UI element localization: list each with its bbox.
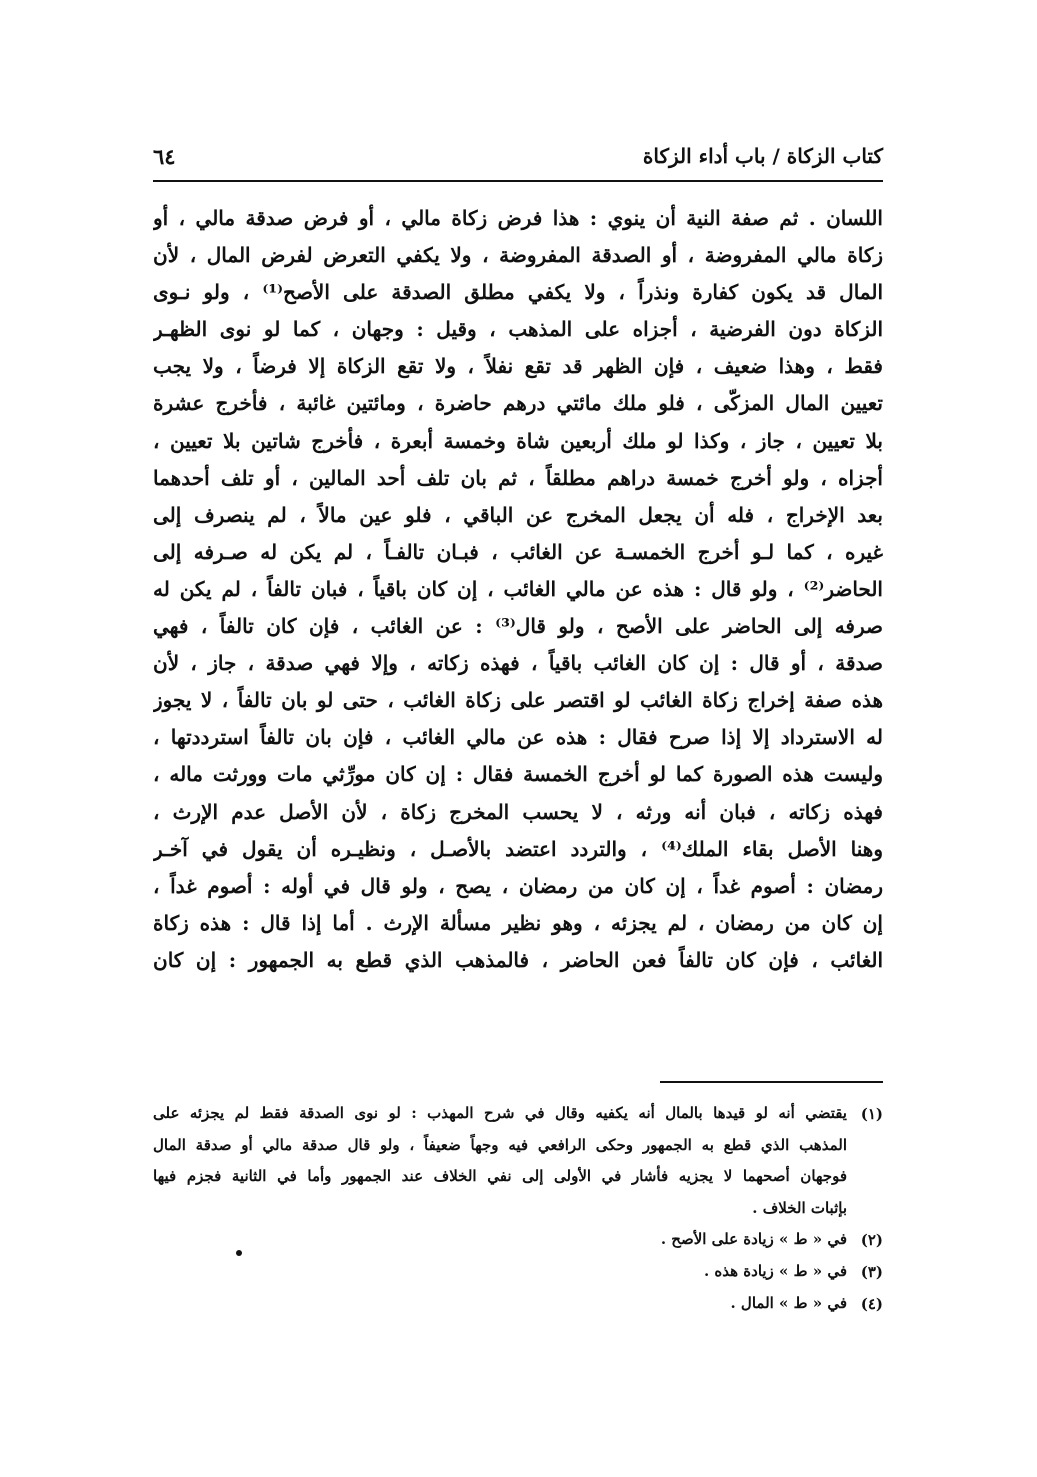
- footnote-body: [153, 1224, 847, 1256]
- text-line: زكاة مالي المفروضة ، أو الصدقة المفروضة ، ولا يكفي التعرض لفرض المال ، لأن: [153, 243, 883, 268]
- footnotes: [153, 1098, 883, 1320]
- main-text: [153, 200, 883, 979]
- footnote-number: (٢): [860, 1231, 883, 1249]
- text-line: الحاضر⁽²⁾ ، ولو قال : هذه عن مالي الغائب ، إن كان باقياً ، فبان تالفاً ، لم يكن له: [153, 576, 883, 601]
- footnote: [153, 1098, 883, 1224]
- text-line: رمضان : أصوم غداً ، إن كان من رمضان ، يصح ، ولو قال في أوله : أصوم غداً ،: [153, 873, 883, 898]
- text-line: أجزاه ، ولو أخرج خمسة دراهم مطلقاً ، ثم بان تلف أحد المالين ، أو تلف أحدهما: [153, 465, 883, 490]
- footnote-number: (٤): [860, 1295, 883, 1313]
- footnote-line: يقتضي أنه لو قيدها بالمال أنه يكفيه وقال في شرح المهذب : لو نوى الصدقة فقط لم يجزئه على: [153, 1104, 847, 1122]
- text-line: غيره ، كما لـو أخرج الخمسـة عن الغائب ، فبـان تالفـاً ، لم يكن له صـرفه إلى: [153, 539, 883, 564]
- text-line: فهذه زكاته ، فبان أنه ورثه ، لا يحسب المخرج زكاة ، لأن الأصل عدم الإرث ،: [153, 799, 883, 824]
- footnote: [153, 1224, 883, 1256]
- footnote-line: فوجهان أصحهما لا يجزيه فأشار في الأولى إلى نفي الخلاف عند الجمهور وأما في الثانية فجزم فيها: [153, 1167, 847, 1185]
- text-line: اللسان . ثم صفة النية أن ينوي : هذا فرض زكاة مالي ، أو فرض صدقة مالي ، أو: [153, 206, 883, 230]
- footnote: [153, 1288, 883, 1320]
- text-line: له الاسترداد إلا إذا صرح فقال : هذه عن مالي الغائب ، فإن بان تالفاً استرددتها ،: [153, 725, 883, 750]
- footnote-line: بإثبات الخلاف .: [752, 1198, 847, 1217]
- text-line: فقط ، وهذا ضعيف ، فإن الظهر قد تقع نفلاً ، ولا تقع الزكاة إلا فرضاً ، ولا يجب: [153, 354, 883, 379]
- footnote-line: في « ط » زيادة هذه .: [703, 1262, 847, 1280]
- text-line: هذه صفة إخراج زكاة الغائب لو اقتصر على زكاة الغائب ، حتى لو بان تالفاً ، لا يجوز: [153, 688, 883, 713]
- page-number: ٦٤: [153, 144, 176, 169]
- text-line: بلا تعيين ، جاز ، وكذا لو ملك أربعين شاة وخمسة أبعرة ، فأخرج شاتين بلا تعيين ،: [153, 428, 883, 453]
- text-line: الزكاة دون الفرضية ، أجزاه على المذهب ، وقيل : وجهان ، كما لو نوى الظهـر: [153, 317, 883, 342]
- footnote-line: المذهب الذي قطع به الجمهور وحكى الرافعي فيه وجهاً ضعيفاً ، ولو قال صدقة مالي أو صدقة المال: [153, 1135, 847, 1154]
- text-line: الغائب ، فإن كان تالفاً فعن الحاضر ، فالمذهب الذي قطع به الجمهور : إن كان: [153, 947, 883, 972]
- text-line: تعيين المال المزكّى ، فلو ملك مائتي درهم حاضرة ، ومائتين غائبة ، فأخرج عشرة: [153, 391, 883, 416]
- footnote-line: في « ط » زيادة على الأصح .: [660, 1230, 847, 1248]
- text-line: بعد الإخراج ، فله أن يجعل المخرج عن الباقي ، فلو عين مالاً ، لم ينصرف إلى: [153, 502, 883, 527]
- text-line: وهنا الأصل بقاء الملك⁽⁴⁾ ، والتردد اعتضد بالأصـل ، ونظيـره أن يقول في آخـر: [153, 836, 883, 861]
- footnote-number: (٣): [860, 1263, 883, 1281]
- page-header: [153, 140, 883, 182]
- text-line: إن كان من رمضان ، لم يجزئه ، وهو نظير مسألة الإرث . أما إذا قال : هذه زكاة: [153, 910, 883, 935]
- footnote-line: في « ط » المال .: [730, 1294, 847, 1312]
- footnote-number: (١): [860, 1105, 883, 1123]
- footnote-separator: [660, 1081, 883, 1083]
- header-rule: [153, 180, 883, 182]
- text-line: صدقة ، أو قال : إن كان الغائب باقياً ، فهذه زكاته ، وإلا فهي صدقة ، جاز ، لأن: [153, 651, 883, 676]
- text-line: وليست هذه الصورة كما لو أخرج الخمسة فقال : إن كان مورِّثي مات وورثت ماله ،: [153, 762, 883, 787]
- running-title: كتاب الزكاة / باب أداء الزكاة: [642, 144, 883, 168]
- text-line: صرفه إلى الحاضر على الأصح ، ولو قال⁽³⁾ : عن الغائب ، فإن كان تالفاً ، فهي: [153, 614, 883, 639]
- footnote-body: [153, 1288, 847, 1320]
- ink-speck: [236, 1250, 242, 1256]
- footnote-body: [153, 1098, 847, 1224]
- footnote-body: [153, 1256, 847, 1288]
- footnote: [153, 1256, 883, 1288]
- text-line: المال قد يكون كفارة ونذراً ، ولا يكفي مطلق الصدقة على الأصح⁽¹⁾ ، ولو نـوى: [153, 280, 883, 305]
